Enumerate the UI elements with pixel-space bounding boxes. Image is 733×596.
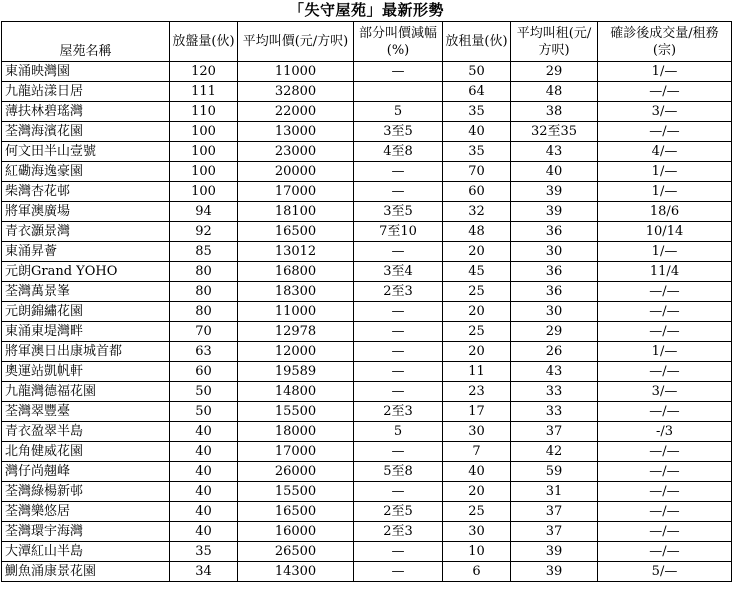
cell-avg-rent: 42 (511, 442, 598, 462)
cell-name: 九龍站漾日居 (2, 82, 170, 102)
cell-rent-listings: 40 (443, 462, 511, 482)
header-listings: 放盤量(伙) (170, 22, 238, 62)
cell-deals: 3/— (598, 382, 732, 402)
cell-name: 將軍澳廣場 (2, 202, 170, 222)
cell-name: 荃灣樂悠居 (2, 502, 170, 522)
cell-name: 東涌昇薈 (2, 242, 170, 262)
cell-name: 九龍灣德福花園 (2, 382, 170, 402)
cell-avg-price: 26000 (238, 462, 354, 482)
cell-rent-listings: 6 (443, 562, 511, 582)
cell-avg-rent: 33 (511, 382, 598, 402)
cell-rent-listings: 20 (443, 482, 511, 502)
cell-avg-price: 18000 (238, 422, 354, 442)
cell-listings: 94 (170, 202, 238, 222)
table-row (2, 382, 732, 402)
cell-listings: 100 (170, 162, 238, 182)
header-price-cut: 部分叫價減幅(%) (354, 22, 443, 62)
cell-name: 北角健威花園 (2, 442, 170, 462)
cell-rent-listings: 30 (443, 422, 511, 442)
cell-avg-price: 13000 (238, 122, 354, 142)
cell-rent-listings: 25 (443, 502, 511, 522)
cell-rent-listings: 7 (443, 442, 511, 462)
cell-listings: 100 (170, 122, 238, 142)
cell-listings: 34 (170, 562, 238, 582)
table-row (2, 462, 732, 482)
cell-avg-price: 16800 (238, 262, 354, 282)
cell-avg-price: 16500 (238, 222, 354, 242)
cell-listings: 70 (170, 322, 238, 342)
table-row (2, 562, 732, 582)
cell-listings: 120 (170, 62, 238, 82)
cell-avg-price: 17000 (238, 442, 354, 462)
cell-deals: 4/— (598, 142, 732, 162)
cell-rent-listings: 23 (443, 382, 511, 402)
cell-price-cut: 2至3 (354, 402, 443, 422)
cell-rent-listings: 25 (443, 282, 511, 302)
header-avg-price: 平均叫價(元/方呎) (238, 22, 354, 62)
cell-avg-rent: 48 (511, 82, 598, 102)
cell-name: 紅磡海逸豪園 (2, 162, 170, 182)
table-title: 「失守屋苑」最新形勢 (288, 1, 444, 19)
header-deals: 確診後成交量/租務(宗) (598, 22, 732, 62)
property-table (1, 21, 732, 582)
cell-rent-listings: 35 (443, 102, 511, 122)
header-name: 屋苑名稱 (2, 22, 170, 62)
cell-rent-listings: 20 (443, 302, 511, 322)
cell-avg-rent: 43 (511, 142, 598, 162)
cell-deals: 1/— (598, 342, 732, 362)
cell-deals: 10/14 (598, 222, 732, 242)
cell-deals: 11/4 (598, 262, 732, 282)
table-row (2, 362, 732, 382)
table-row (2, 182, 732, 202)
cell-avg-rent: 39 (511, 562, 598, 582)
cell-deals: —/— (598, 482, 732, 502)
table-row (2, 542, 732, 562)
cell-deals: 18/6 (598, 202, 732, 222)
cell-price-cut (354, 82, 443, 102)
cell-name: 柴灣杏花邨 (2, 182, 170, 202)
cell-listings: 85 (170, 242, 238, 262)
cell-rent-listings: 70 (443, 162, 511, 182)
cell-price-cut: — (354, 382, 443, 402)
cell-price-cut: — (354, 62, 443, 82)
cell-deals: —/— (598, 522, 732, 542)
table-row (2, 282, 732, 302)
table-row (2, 162, 732, 182)
cell-avg-rent: 39 (511, 182, 598, 202)
cell-avg-rent: 36 (511, 222, 598, 242)
cell-deals: 1/— (598, 242, 732, 262)
cell-avg-price: 14800 (238, 382, 354, 402)
cell-avg-price: 18100 (238, 202, 354, 222)
cell-rent-listings: 60 (443, 182, 511, 202)
cell-name: 荃灣綠楊新邨 (2, 482, 170, 502)
cell-rent-listings: 20 (443, 242, 511, 262)
cell-avg-price: 14300 (238, 562, 354, 582)
cell-avg-price: 16500 (238, 502, 354, 522)
cell-listings: 40 (170, 442, 238, 462)
cell-name: 鰂魚涌康景花園 (2, 562, 170, 582)
cell-rent-listings: 48 (443, 222, 511, 242)
cell-avg-rent: 32至35 (511, 122, 598, 142)
cell-rent-listings: 10 (443, 542, 511, 562)
cell-avg-rent: 30 (511, 242, 598, 262)
cell-avg-rent: 29 (511, 322, 598, 342)
cell-price-cut: — (354, 242, 443, 262)
cell-name: 東涌映灣園 (2, 62, 170, 82)
cell-avg-rent: 59 (511, 462, 598, 482)
cell-listings: 111 (170, 82, 238, 102)
cell-deals: 5/— (598, 562, 732, 582)
cell-price-cut: — (354, 362, 443, 382)
cell-price-cut: 4至8 (354, 142, 443, 162)
table-row (2, 142, 732, 162)
cell-price-cut: — (354, 322, 443, 342)
cell-avg-rent: 29 (511, 62, 598, 82)
table-row (2, 482, 732, 502)
cell-avg-price: 16000 (238, 522, 354, 542)
cell-name: 大潭紅山半島 (2, 542, 170, 562)
cell-listings: 35 (170, 542, 238, 562)
cell-listings: 92 (170, 222, 238, 242)
cell-price-cut: — (354, 302, 443, 322)
cell-avg-price: 18300 (238, 282, 354, 302)
table-row (2, 122, 732, 142)
cell-listings: 40 (170, 422, 238, 442)
cell-listings: 80 (170, 262, 238, 282)
cell-deals: —/— (598, 362, 732, 382)
header-rent-listings: 放租量(伙) (443, 22, 511, 62)
cell-listings: 100 (170, 142, 238, 162)
cell-avg-rent: 37 (511, 422, 598, 442)
cell-avg-price: 32800 (238, 82, 354, 102)
cell-listings: 60 (170, 362, 238, 382)
cell-deals: —/— (598, 462, 732, 482)
table-body (2, 62, 732, 582)
cell-rent-listings: 45 (443, 262, 511, 282)
cell-rent-listings: 64 (443, 82, 511, 102)
cell-avg-rent: 40 (511, 162, 598, 182)
cell-deals: —/— (598, 282, 732, 302)
cell-listings: 40 (170, 462, 238, 482)
cell-name: 何文田半山壹號 (2, 142, 170, 162)
cell-rent-listings: 25 (443, 322, 511, 342)
cell-avg-rent: 39 (511, 542, 598, 562)
cell-avg-price: 12000 (238, 342, 354, 362)
cell-name: 元朗Grand YOHO (2, 262, 170, 282)
cell-name: 青衣盈翠半島 (2, 422, 170, 442)
table-row (2, 222, 732, 242)
cell-price-cut: — (354, 482, 443, 502)
cell-name: 薄扶林碧瑤灣 (2, 102, 170, 122)
cell-price-cut: 3至5 (354, 202, 443, 222)
cell-deals: —/— (598, 122, 732, 142)
cell-avg-price: 12978 (238, 322, 354, 342)
cell-price-cut: — (354, 442, 443, 462)
cell-avg-rent: 30 (511, 302, 598, 322)
table-row (2, 522, 732, 542)
cell-rent-listings: 20 (443, 342, 511, 362)
cell-avg-price: 15500 (238, 402, 354, 422)
cell-listings: 50 (170, 382, 238, 402)
cell-price-cut: — (354, 342, 443, 362)
table-row (2, 422, 732, 442)
cell-price-cut: 7至10 (354, 222, 443, 242)
cell-avg-price: 11000 (238, 62, 354, 82)
cell-deals: 1/— (598, 62, 732, 82)
cell-price-cut: 5至8 (354, 462, 443, 482)
cell-listings: 40 (170, 502, 238, 522)
cell-deals: —/— (598, 502, 732, 522)
table-row (2, 322, 732, 342)
cell-name: 將軍澳日出康城首都 (2, 342, 170, 362)
cell-price-cut: — (354, 542, 443, 562)
table-row (2, 262, 732, 282)
table-row (2, 82, 732, 102)
cell-avg-rent: 26 (511, 342, 598, 362)
cell-avg-price: 15500 (238, 482, 354, 502)
cell-name: 元朗錦繡花園 (2, 302, 170, 322)
cell-price-cut: 3至5 (354, 122, 443, 142)
cell-listings: 40 (170, 482, 238, 502)
cell-deals: —/— (598, 402, 732, 422)
cell-rent-listings: 11 (443, 362, 511, 382)
cell-deals: —/— (598, 322, 732, 342)
cell-rent-listings: 30 (443, 522, 511, 542)
table-row (2, 342, 732, 362)
cell-deals: 1/— (598, 162, 732, 182)
cell-avg-rent: 43 (511, 362, 598, 382)
cell-deals: —/— (598, 82, 732, 102)
cell-rent-listings: 35 (443, 142, 511, 162)
table-row (2, 302, 732, 322)
table-row (2, 102, 732, 122)
cell-avg-rent: 36 (511, 262, 598, 282)
cell-listings: 110 (170, 102, 238, 122)
cell-rent-listings: 32 (443, 202, 511, 222)
table-row (2, 502, 732, 522)
cell-avg-price: 20000 (238, 162, 354, 182)
cell-avg-rent: 37 (511, 522, 598, 542)
cell-price-cut: 2至3 (354, 522, 443, 542)
cell-price-cut: 2至3 (354, 282, 443, 302)
table-row (2, 242, 732, 262)
cell-price-cut: — (354, 162, 443, 182)
cell-listings: 100 (170, 182, 238, 202)
cell-avg-rent: 39 (511, 202, 598, 222)
cell-avg-rent: 37 (511, 502, 598, 522)
table-row (2, 202, 732, 222)
cell-name: 荃灣萬景峯 (2, 282, 170, 302)
cell-deals: 3/— (598, 102, 732, 122)
cell-name: 東涌東堤灣畔 (2, 322, 170, 342)
cell-avg-rent: 36 (511, 282, 598, 302)
cell-avg-price: 22000 (238, 102, 354, 122)
cell-deals: —/— (598, 442, 732, 462)
cell-deals: -/3 (598, 422, 732, 442)
table-row (2, 442, 732, 462)
cell-avg-rent: 33 (511, 402, 598, 422)
cell-rent-listings: 50 (443, 62, 511, 82)
cell-avg-rent: 38 (511, 102, 598, 122)
cell-price-cut: 5 (354, 422, 443, 442)
cell-rent-listings: 40 (443, 122, 511, 142)
header-avg-rent: 平均叫租(元/方呎) (511, 22, 598, 62)
cell-name: 荃灣翠豐臺 (2, 402, 170, 422)
header-row (2, 22, 732, 62)
cell-name: 灣仔尚翹峰 (2, 462, 170, 482)
cell-avg-rent: 31 (511, 482, 598, 502)
cell-name: 荃灣環宇海灣 (2, 522, 170, 542)
cell-price-cut: 3至4 (354, 262, 443, 282)
cell-price-cut: 5 (354, 102, 443, 122)
cell-avg-price: 23000 (238, 142, 354, 162)
cell-price-cut: — (354, 182, 443, 202)
cell-listings: 50 (170, 402, 238, 422)
cell-rent-listings: 17 (443, 402, 511, 422)
cell-deals: —/— (598, 302, 732, 322)
cell-price-cut: — (354, 562, 443, 582)
cell-avg-price: 19589 (238, 362, 354, 382)
table-row (2, 62, 732, 82)
cell-avg-price: 13012 (238, 242, 354, 262)
cell-listings: 80 (170, 282, 238, 302)
cell-name: 奧運站凱帆軒 (2, 362, 170, 382)
table-row (2, 402, 732, 422)
cell-name: 青衣灝景灣 (2, 222, 170, 242)
cell-deals: 1/— (598, 182, 732, 202)
cell-avg-price: 11000 (238, 302, 354, 322)
cell-listings: 63 (170, 342, 238, 362)
cell-deals: —/— (598, 542, 732, 562)
cell-name: 荃灣海濱花園 (2, 122, 170, 142)
cell-avg-price: 26500 (238, 542, 354, 562)
cell-listings: 80 (170, 302, 238, 322)
cell-avg-price: 17000 (238, 182, 354, 202)
cell-listings: 40 (170, 522, 238, 542)
cell-price-cut: 2至5 (354, 502, 443, 522)
